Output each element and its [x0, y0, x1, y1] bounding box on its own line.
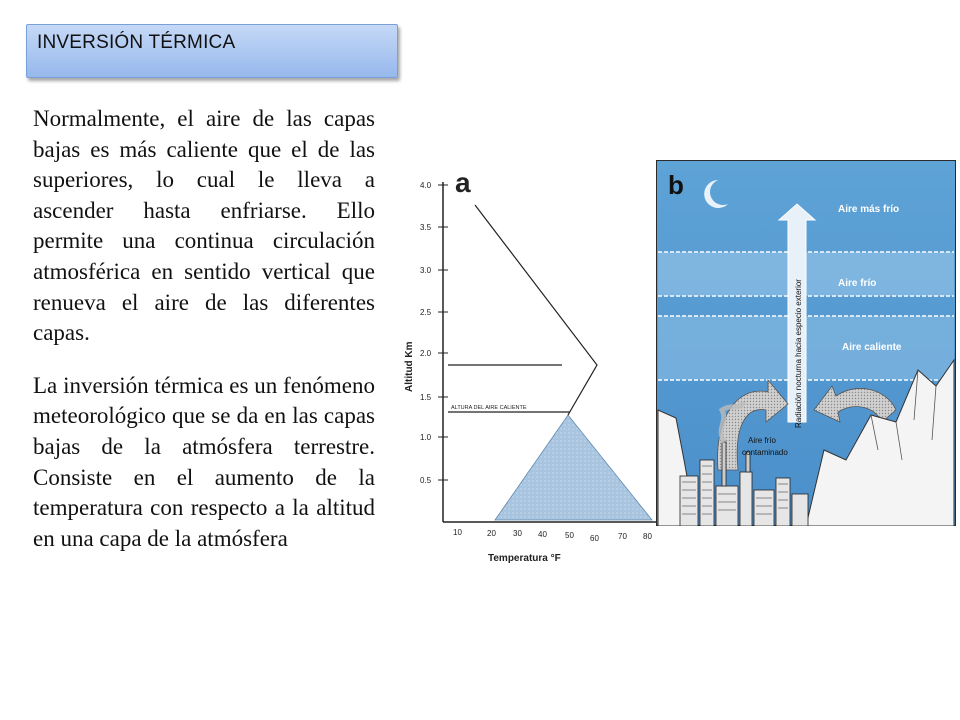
y-ticks	[420, 181, 448, 485]
x-tick-label: 70	[618, 532, 627, 541]
y-tick-label: 4.0	[420, 181, 432, 190]
y-tick-label: 1.5	[420, 393, 432, 402]
temperature-profile-line	[475, 205, 597, 415]
x-tick-label: 60	[590, 534, 599, 543]
y-tick-label: 2.5	[420, 308, 432, 317]
warm-air-height-label: ALTURA DEL AIRE CALIENTE	[451, 405, 527, 411]
figure-b-label: b	[668, 170, 684, 200]
slide-title: INVERSIÓN TÉRMICA	[37, 32, 236, 53]
polluted-air-label-1: Aire frío	[748, 436, 777, 445]
x-tick-label: 30	[513, 529, 522, 538]
x-tick-label: 50	[565, 531, 574, 540]
slide-title-box	[26, 24, 398, 78]
x-tick-label: 20	[487, 529, 496, 538]
figure-a-inversion-chart	[400, 160, 662, 580]
paragraph-1: Normalmente, el aire de las capas bajas es más caliente que el de las superiores, lo cual le lleva a ascender hasta enfriarse. Ello permite una continua circulación atmosférica en sentido vertical que renueva el aire de las diferentes capas.	[33, 106, 375, 346]
warm-air-region	[495, 415, 652, 520]
figure-b-inversion-illustration	[656, 160, 956, 526]
x-tick-label: 40	[538, 530, 547, 539]
x-axis-label: Temperatura °F	[488, 553, 561, 564]
x-tick-label: 80	[643, 532, 652, 541]
y-tick-label: 1.0	[420, 433, 432, 442]
layer-label-warm: Aire caliente	[842, 342, 902, 353]
y-tick-label: 3.5	[420, 223, 432, 232]
y-tick-label: 0.5	[420, 476, 432, 485]
body-text	[33, 104, 375, 554]
radiation-label: Radiación nocturna hacia especio exterior	[794, 279, 803, 428]
polluted-air-label-2: contaminado	[742, 448, 788, 457]
x-tick-label: 10	[453, 528, 462, 537]
x-ticks	[453, 528, 652, 543]
y-axis-label: Altitud Km	[404, 341, 415, 392]
layer-label-coldest: Aire más frío	[838, 204, 900, 215]
y-tick-label: 2.0	[420, 349, 432, 358]
y-tick-label: 3.0	[420, 266, 432, 275]
layer-label-cold: Aire frío	[838, 278, 877, 289]
paragraph-2: La inversión térmica es un fenómeno meteorológico que se da en las capas bajas de la atmósfera terrestre. Consiste en el aumento de la temperatura con respecto a la altitud en una capa de la atmósfera	[33, 372, 375, 551]
figure-a-label: a	[455, 167, 471, 198]
